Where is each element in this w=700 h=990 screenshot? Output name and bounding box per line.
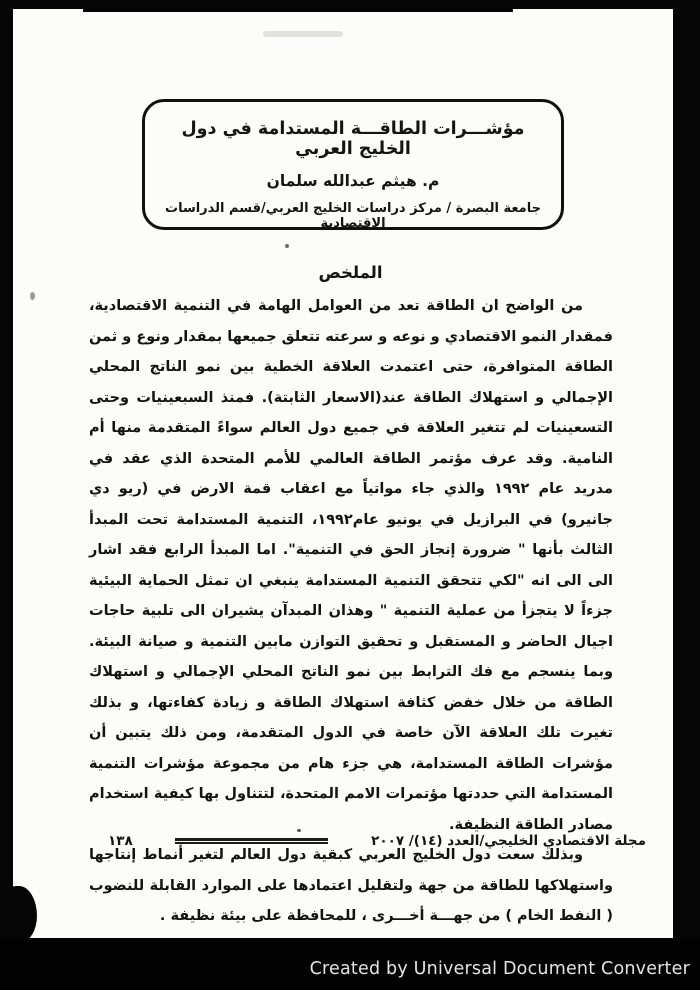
converter-watermark-bar <box>0 938 700 990</box>
article-affiliation: جامعة البصرة / مركز دراسات الخليج العربي/قسم الدراسات الاقتصادية <box>165 201 541 231</box>
page-footer <box>108 833 646 849</box>
converter-watermark-text: Created by Universal Document Converter <box>309 959 690 979</box>
abstract-heading: الملخص <box>318 263 383 282</box>
scan-edge-artifact <box>83 0 513 12</box>
journal-title: مجلة الاقتصادي الخليجي/العدد (١٤)/ ٢٠٠٧ <box>371 833 646 849</box>
abstract-paragraph: وبذلك سعت دول الخليج العربي كبقية دول العالم لتغير أنماط إنتاجها واستهلاكها للطاقة من جهة ولتقليل اعتمادها على الموارد القابلة للنضوب ( النفط الخام ) من جهـــة أخـــرى ، للمحافظة على بيئة نظيفة . <box>89 847 613 924</box>
article-title: مؤشـــرات الطاقـــة المستدامة في دول الخليج العربي <box>181 119 525 159</box>
article-title-box <box>142 99 564 230</box>
abstract-paragraph: من الواضح ان الطاقة تعد من العوامل الهامة في التنمية الاقتصادية، فمقدار النمو الاقتصادي و نوعه و سرعته تتعلق جميعها بمقدار ونوع و ثمن الطاقة المتوافرة، حتى اعتمدت العلاقة الخطية بين نمو الناتج المحلي الإجمالي و استهلاك الطاقة عند(الاسعار الثابتة). فمنذ السبعينيات وحتى التسعينيات لم تتغير العلاقة في جميع دول العالم سواءً المتقدمة منها أم النامية. وقد عرف مؤتمر الطاقة العالمي للأمم المتحدة الذي عقد في مدريد عام ١٩٩٢ والذي جاء مواتياً مع اعقاب قمة الارض في (ريو دي جانيرو) في البرازيل في يونيو عام١٩٩٢، التنمية المستدامة تحت المبدأ الثالث بأنها " ضرورة إنجاز الحق في التنمية". اما المبدأ الرابع فقد اشار الى الى انه "لكي تتحقق التنمية المستدامة ينبغي ان تمثل الحماية البيئية جزءاً لا يتجزأ من عملية التنمية " وهذان المبدآن يشيران الى تلبية حاجات اجيال الحاضر و المستقبل و تحقيق التوازن مابين التنمية و صيانة البيئة. وبما ينسجم مع فك الترابط بين نمو الناتج المحلي الإجمالي و استهلاك الطاقة من خلال خفض كثافة استهلاك الطاقة و زيادة كفاءتها، و بذلك تغيرت تلك العلاقة الآن خاصة في الدول المتقدمة، ومن ذلك يتبين أن مؤشرات الطاقة المستدامة، هي جزء هام من مجموعة مؤشرات التنمية المستدامة التي حددتها مؤتمرات الامم المتحدة، لتتناول بها كيفية استخدام مصادر الطاقة النظيفة. <box>89 298 613 833</box>
page-number: ١٣٨ <box>108 833 133 849</box>
article-author: م. هيثم عبدالله سلمان <box>266 172 440 190</box>
scan-edge-blob <box>3 886 37 942</box>
scan-speck <box>30 292 35 300</box>
scan-smudge <box>263 31 343 37</box>
footer-divider-line <box>175 838 328 844</box>
scanned-paper-sheet <box>13 9 673 938</box>
scan-speck <box>285 244 289 248</box>
